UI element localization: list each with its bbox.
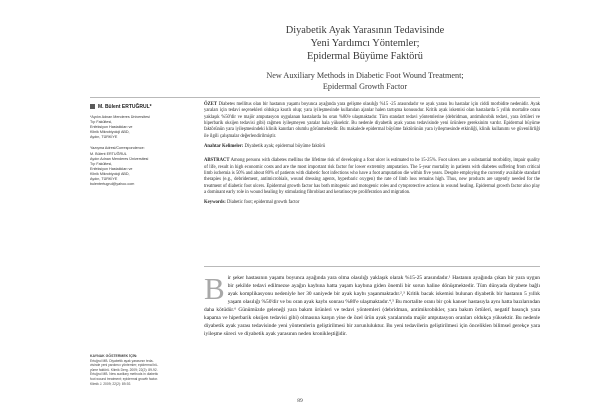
keywords-english-text: Diabetic foot; epidermal growth factor — [227, 200, 300, 206]
drop-cap: B — [204, 271, 225, 306]
affiliation-line: Klinik Mikrobiyoloji ABD, — [90, 130, 130, 135]
author-sidebar — [90, 102, 202, 187]
citation-line: Ertuğrul MB. Diyabetik ayak yarasının teda- — [90, 358, 154, 363]
author-row — [90, 102, 202, 111]
affiliation-line: Aydın, TÜRKİYE — [90, 135, 118, 140]
keywords-english-label: Keywords: — [204, 200, 226, 206]
citation-line: Klimik J. 2009; 22(2): 89-92. — [90, 381, 132, 386]
correspondence-line: Tıp Fakültesi, — [90, 161, 113, 166]
turkish-title-line-3: Epidermal Büyüme Faktörü — [306, 51, 423, 62]
turkish-title — [200, 24, 530, 63]
abstract-english — [204, 158, 540, 196]
abstract-turkish-label: ÖZET — [204, 102, 218, 107]
affiliation-line: Tıp Fakültesi, — [90, 120, 113, 125]
keywords-english — [204, 200, 540, 206]
abstract-turkish — [204, 102, 540, 140]
turkish-title-line-2: Yeni Yardımcı Yöntemler; — [310, 38, 420, 49]
body-text — [204, 271, 540, 338]
correspondence-email: bulentertugrul@yahoo.com — [90, 182, 135, 187]
citation-line: Ertuğrul MB. New auxiliary methods in diabetic — [90, 372, 159, 377]
correspondence — [90, 146, 202, 187]
affiliation — [90, 115, 202, 140]
page-number: 89 — [297, 398, 303, 404]
correspondence-line: Klinik Mikrobiyoloji ABD, — [90, 171, 130, 176]
keywords-turkish-label: Anahtar Kelimeler: — [204, 144, 244, 150]
correspondence-line: Enfeksiyon Hastalıkları ve — [90, 166, 133, 171]
citation-line: yüme faktörü. Klimik Derg. 2009; 22(2): 89-92. — [90, 367, 158, 372]
english-title-line-1: New Auxiliary Methods in Diabetic Foot Wound Treatment; — [266, 71, 464, 80]
author-marker-icon — [90, 104, 95, 109]
correspondence-line: Aydın Adnan Menderes Üniversitesi — [90, 156, 149, 161]
english-title — [200, 70, 530, 92]
body-paragraph: ir şeker hastasının yaşamı boyunca ayağında yara olma olasılığı yaklaşık olarak %15-25 arasındadır.¹ Hastanın ayağında çıkan bir yara uygun bir şekilde tedavi edilmezse ayağın kaybına hatta yaşam kaybına giden önemli bir sorun haline dönüşmektedir. Tüm dünyada diyabete bağlı ayak komplikasyonu nedeniyle her 30 saniyede bir ayak kaybı yaşanmaktadır.²,³ Kritik bacak iskemisi bulunan diyabetik bir hastanın 5 yıllık yaşam olasılığı %50'dir ve bu oran ayak kaybı sonrası %80'e ulaşmaktadır.⁴,⁵ Bu mortalite oranı bir çok kanser hastasıyla aynı hatta bazılarından daha kötüdür.⁶ Günümüzde geleneği yara bakım ürünleri ve tedavi yöntemleri (debridman, antimikrobikler, yara bakım örtüleri, negatif basınçlı yara kapama ve hiperbarik oksijen tedavisi gibi) olmasına karşın yine de özel ürün ayak yaralarında majör amputasyon oranları oldukça yüksektir. Bu nedenle diyabetik ayak yarası tedavisinde yeni yöntemlerin geliştirilmesi bir zorunluluktur. Bu yeni tedavilerin geliştirilmesi için önceliklen bilimsel gerekçe yara iyileşme süreci ve diyabetik ayak yarasının neden kronikleştiğidir. — [204, 275, 540, 338]
author-name: M. Bülent ERTUĞRUL* — [98, 103, 152, 110]
correspondence-line: Yazışma Adresi/Correspondence: — [90, 146, 145, 151]
abstract-block — [204, 102, 540, 207]
keywords-turkish-text: Diyabetik ayak; epidermal büyüme faktörü — [244, 144, 326, 150]
abstract-turkish-text: Diabetes mellitus olan bir hastanın yaşamı boyunca ayağında yara gelişme olasılığı %15 -25 arasındadır ve ayak yarası bu hastalar için ciddi morbidite nedenidir. Ayak yaraları için tedavi seçenekleri oldukça kısıtlı olup; yara iyileşmesinde kullanılan ajanlar halen tartışma konusudur. Kritik ayak iskemisi olan hastalarda 5 yıllık mortalite oranı yaklaşık %50'dir ve majör amputasyon uygulanan hastalarda bu oran %80'e ulaşmaktadır. Tüm standart tedavi yöntemlerine (debridman, antimikrobik tedavi, yara örtüleri ve hiperbarik oksijen tedavisi gibi) rağmen iyileşmeyen yaralar hala yüksektir. Bu nedenle diyabetik ayak yarası tedavisinde yeni ürünlere gereksinim vardır. Epidermal büyüme faktörünün yara iyileşmesindeki klinik kanıtları olumlu görünmektedir. Bu makalede epidermal büyüme faktörünün yara iyileşmesinde etkinliği, klinik kullanımı ve güvenilirliği ile ilgili çalışmalar değerlendirilmiştir. — [204, 102, 541, 139]
citation-note — [90, 354, 193, 386]
keywords-turkish — [204, 144, 540, 150]
abstract-english-text: Among persons with diabetes mellitus the lifetime risk of developing a foot ulcer is estimated to be 15-25%. Foot ulcers are a substantial morbidity, impair quality of life, result in high economic costs and are the most important risk factor for lower extremity amputation. The 5-year mortality in patients with diabetes suffering from critical limb ischemia is 50% and about 80% of patients with diabetic foot infections who have a foot amputation die within five years. Despite employing the currently available standard therapies (e.g., debridement, antimicrobials, wound dressing agents, hyperbaric oxygen) the rate of limb loss remains high. Thus, new products are urgently needed for the treatment of diabetic foot ulcers. Epidermal growth factor has both mitogenic and motogenic roles and cytoprotective actions in wound healing. Epidermal growth factor also play a dominant early role in wound healing by stimulating fibroblast and keratinocyte proliferation and migration. — [204, 158, 540, 196]
affiliation-line: *Aydın Adnan Menderes Üniversitesi — [90, 115, 150, 119]
citation-heading: KAYNAK GÖSTERMEK İÇİN: — [90, 354, 138, 358]
turkish-title-line-1: Diyabetik Ayak Yarasının Tedavisinde — [285, 25, 445, 36]
abstract-english-label: ABSTRACT — [204, 158, 230, 164]
citation-line: foot wound treatment; epidermal growth factor. — [90, 376, 158, 381]
correspondence-line: Aydın, TÜRKİYE — [90, 177, 118, 182]
affiliation-line: Enfeksiyon Hastalıkları ve — [90, 125, 133, 130]
english-title-line-2: Epidermal Growth Factor — [322, 82, 408, 91]
correspondence-line: M. Bülent ERTUĞRUL — [90, 151, 127, 156]
abstract-divider — [204, 266, 540, 267]
citation-line: visinde yeni yardımcı yöntemler; epidermal bü- — [90, 363, 159, 368]
header-divider — [90, 97, 540, 98]
